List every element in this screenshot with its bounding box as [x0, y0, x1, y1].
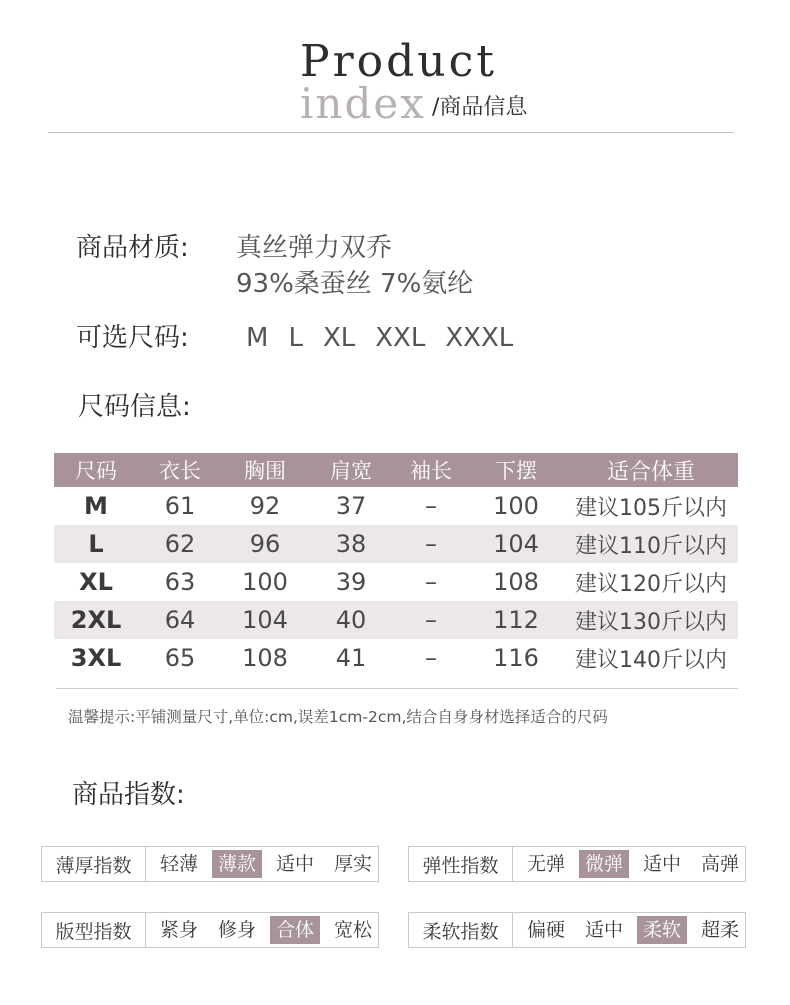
header-cell: 下摆: [495, 459, 537, 483]
size-options: [246, 321, 513, 355]
index-options: [513, 916, 745, 944]
title-product: Product: [300, 36, 497, 87]
measurement-note: 温馨提示:平铺测量尺寸,单位:cm,误差1cm-2cm,结合自身身材选择适合的尺码: [68, 708, 608, 726]
index-group-thickness: [41, 846, 379, 882]
table-header: [54, 453, 738, 487]
index-option-selected: 薄款: [212, 850, 262, 878]
index-group-name: 版型指数: [42, 913, 146, 947]
table-row: [54, 487, 738, 525]
table-cell: 62: [164, 530, 196, 558]
title-cn: /商品信息: [432, 95, 528, 120]
material-label: 商品材质:: [76, 233, 189, 263]
index-option: 高弹: [700, 853, 739, 875]
index-group-name: 柔软指数: [409, 913, 513, 947]
table-cell: L: [88, 530, 104, 558]
table-cell: –: [425, 644, 437, 672]
table-cell: 建议140斤以内: [575, 647, 727, 673]
table-cell: 37: [335, 492, 367, 520]
title-divider: [48, 132, 734, 133]
table-cell: 108: [242, 644, 288, 672]
table-cell: 建议120斤以内: [575, 571, 727, 597]
sizes-label: 可选尺码:: [76, 323, 189, 353]
index-option: 适中: [642, 853, 681, 875]
table-row: [54, 563, 738, 601]
header-cell: 肩宽: [330, 459, 372, 483]
size-option: L: [288, 323, 303, 353]
table-cell: 116: [493, 644, 539, 672]
header-cell: 衣长: [159, 459, 201, 483]
table-cell: XL: [79, 568, 113, 596]
index-option: 偏硬: [526, 919, 565, 941]
table-cell: 108: [493, 568, 539, 596]
size-option: XXXL: [445, 323, 514, 353]
index-group-name: 弹性指数: [409, 847, 513, 881]
index-options: [146, 850, 378, 878]
title-index: index: [300, 79, 426, 128]
table-row: [54, 601, 738, 639]
table-divider: [56, 688, 738, 689]
table-cell: 2XL: [70, 606, 122, 634]
table-cell: 3XL: [70, 644, 122, 672]
index-option-selected: 微弹: [579, 850, 629, 878]
table-cell: 64: [164, 606, 196, 634]
table-cell: 63: [164, 568, 196, 596]
table-row: [54, 639, 738, 677]
table-cell: 41: [335, 644, 367, 672]
size-info-label: 尺码信息:: [78, 392, 191, 422]
header-cell: 胸围: [244, 459, 286, 483]
material-composition: 93%桑蚕丝 7%氨纶: [236, 269, 474, 299]
index-option: 无弹: [526, 853, 565, 875]
index-option: 修身: [217, 919, 256, 941]
index-option-selected: 柔软: [637, 916, 687, 944]
index-option: 适中: [584, 919, 623, 941]
index-group-name: 薄厚指数: [42, 847, 146, 881]
index-option: 适中: [275, 853, 314, 875]
index-group-elasticity: [408, 846, 746, 882]
table-cell: M: [84, 492, 108, 520]
material-name: 真丝弹力双乔: [236, 233, 393, 263]
index-group-softness: [408, 912, 746, 948]
table-cell: 建议105斤以内: [575, 495, 727, 521]
table-cell: 39: [335, 568, 367, 596]
table-cell: 92: [249, 492, 281, 520]
table-cell: 104: [242, 606, 288, 634]
index-options: [146, 916, 378, 944]
index-option: 超柔: [700, 919, 739, 941]
table-cell: –: [425, 492, 437, 520]
table-cell: 100: [242, 568, 288, 596]
table-cell: 38: [335, 530, 367, 558]
index-group-fit: [41, 912, 379, 948]
header-cell: 尺码: [75, 459, 117, 483]
table-cell: –: [425, 530, 437, 558]
table-row: [54, 525, 738, 563]
size-option: M: [246, 323, 269, 353]
table-cell: 112: [493, 606, 539, 634]
index-option: 紧身: [159, 919, 198, 941]
table-cell: –: [425, 606, 437, 634]
index-option: 轻薄: [159, 853, 198, 875]
index-option: 厚实: [333, 853, 372, 875]
table-cell: 40: [335, 606, 367, 634]
table-cell: 96: [249, 530, 281, 558]
size-option: XXL: [375, 323, 426, 353]
table-cell: 建议110斤以内: [575, 533, 727, 559]
size-option: XL: [322, 323, 356, 353]
size-table: [54, 453, 738, 677]
table-cell: 65: [164, 644, 196, 672]
table-cell: –: [425, 568, 437, 596]
header-cell: 袖长: [410, 459, 452, 483]
index-option: 宽松: [333, 919, 372, 941]
table-cell: 104: [493, 530, 539, 558]
table-cell: 61: [164, 492, 196, 520]
table-cell: 100: [493, 492, 539, 520]
header-cell: 适合体重: [606, 459, 695, 485]
table-cell: 建议130斤以内: [575, 609, 727, 635]
product-index-label: 商品指数:: [72, 780, 185, 810]
index-option-selected: 合体: [270, 916, 320, 944]
index-options: [513, 850, 745, 878]
